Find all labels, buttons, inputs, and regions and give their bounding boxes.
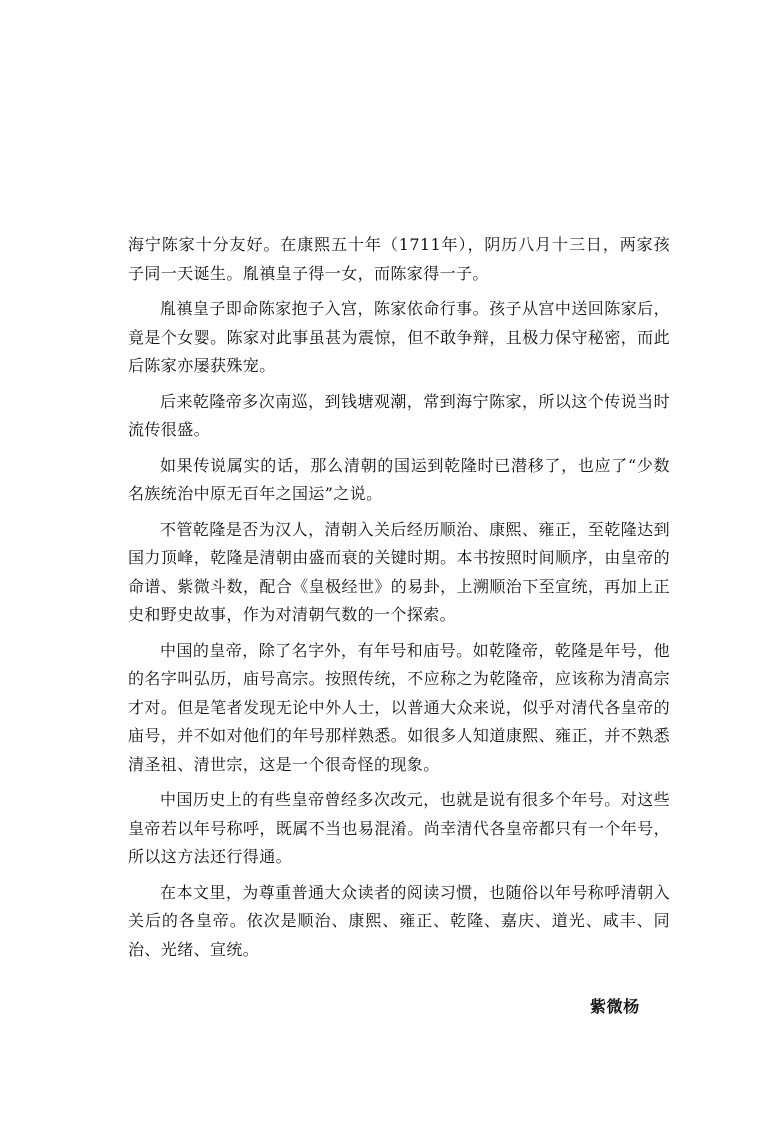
- body-text: [128, 231, 670, 971]
- paragraph-7: 中国历史上的有些皇帝曾经多次改元，也就是说有很多个年号。对这些皇帝若以年号称呼，既属不当也易混淆。尚幸清代各皇帝都只有一个年号，所以这方法还行得通。: [128, 790, 670, 866]
- paragraph-2: 胤禛皇子即命陈家抱子入宫，陈家依命行事。孩子从宫中送回陈家后，竟是个女婴。陈家对此事虽甚为震惊，但不敢争辩，且极力保守秘密，而此后陈家亦屡获殊宠。: [128, 299, 670, 375]
- paragraph-1: 海宁陈家十分友好。在康熙五十年（1711年），阴历八月十三日，两家孩子同一天诞生。胤禛皇子得一女，而陈家得一子。: [128, 235, 670, 283]
- paragraph-8: 在本文里，为尊重普通大众读者的阅读习惯，也随俗以年号称呼清朝入关后的各皇帝。依次是顺治、康熙、雍正、乾隆、嘉庆、道光、咸丰、同治、光绪、宣统。: [128, 882, 670, 959]
- paragraph-3: 后来乾隆帝多次南巡，到钱塘观潮，常到海宁陈家，所以这个传说当时流传很盛。: [128, 391, 670, 439]
- paragraph-5: 不管乾隆是否为汉人，清朝入关后经历顺治、康熙、雍正，至乾隆达到国力顶峰，乾隆是清朝由盛而衰的关键时期。本书按照时间顺序，由皇帝的命谱、紫微斗数，配合《皇极经世》的易卦，上溯顺治下至宣统，再加上正史和野史故事，作为对清朝气数的一个探索。: [128, 519, 670, 624]
- author-signature: 紫微杨: [590, 997, 640, 1016]
- paragraph-4: 如果传说属实的话，那么清朝的国运到乾隆时已潜移了，也应了“少数名族统治中原无百年之国运”之说。: [128, 455, 670, 503]
- paragraph-6: 中国的皇帝，除了名字外，有年号和庙号。如乾隆帝，乾隆是年号，他的名字叫弘历，庙号高宗。按照传统，不应称之为乾隆帝，应该称为清高宗才对。但是笔者发现无论中外人士，以普通大众来说，似乎对清代各皇帝的庙号，并不如对他们的年号那样熟悉。如很多人知道康熙、雍正，并不熟悉清圣祖、清世宗，这是一个很奇怪的现象。: [128, 640, 670, 774]
